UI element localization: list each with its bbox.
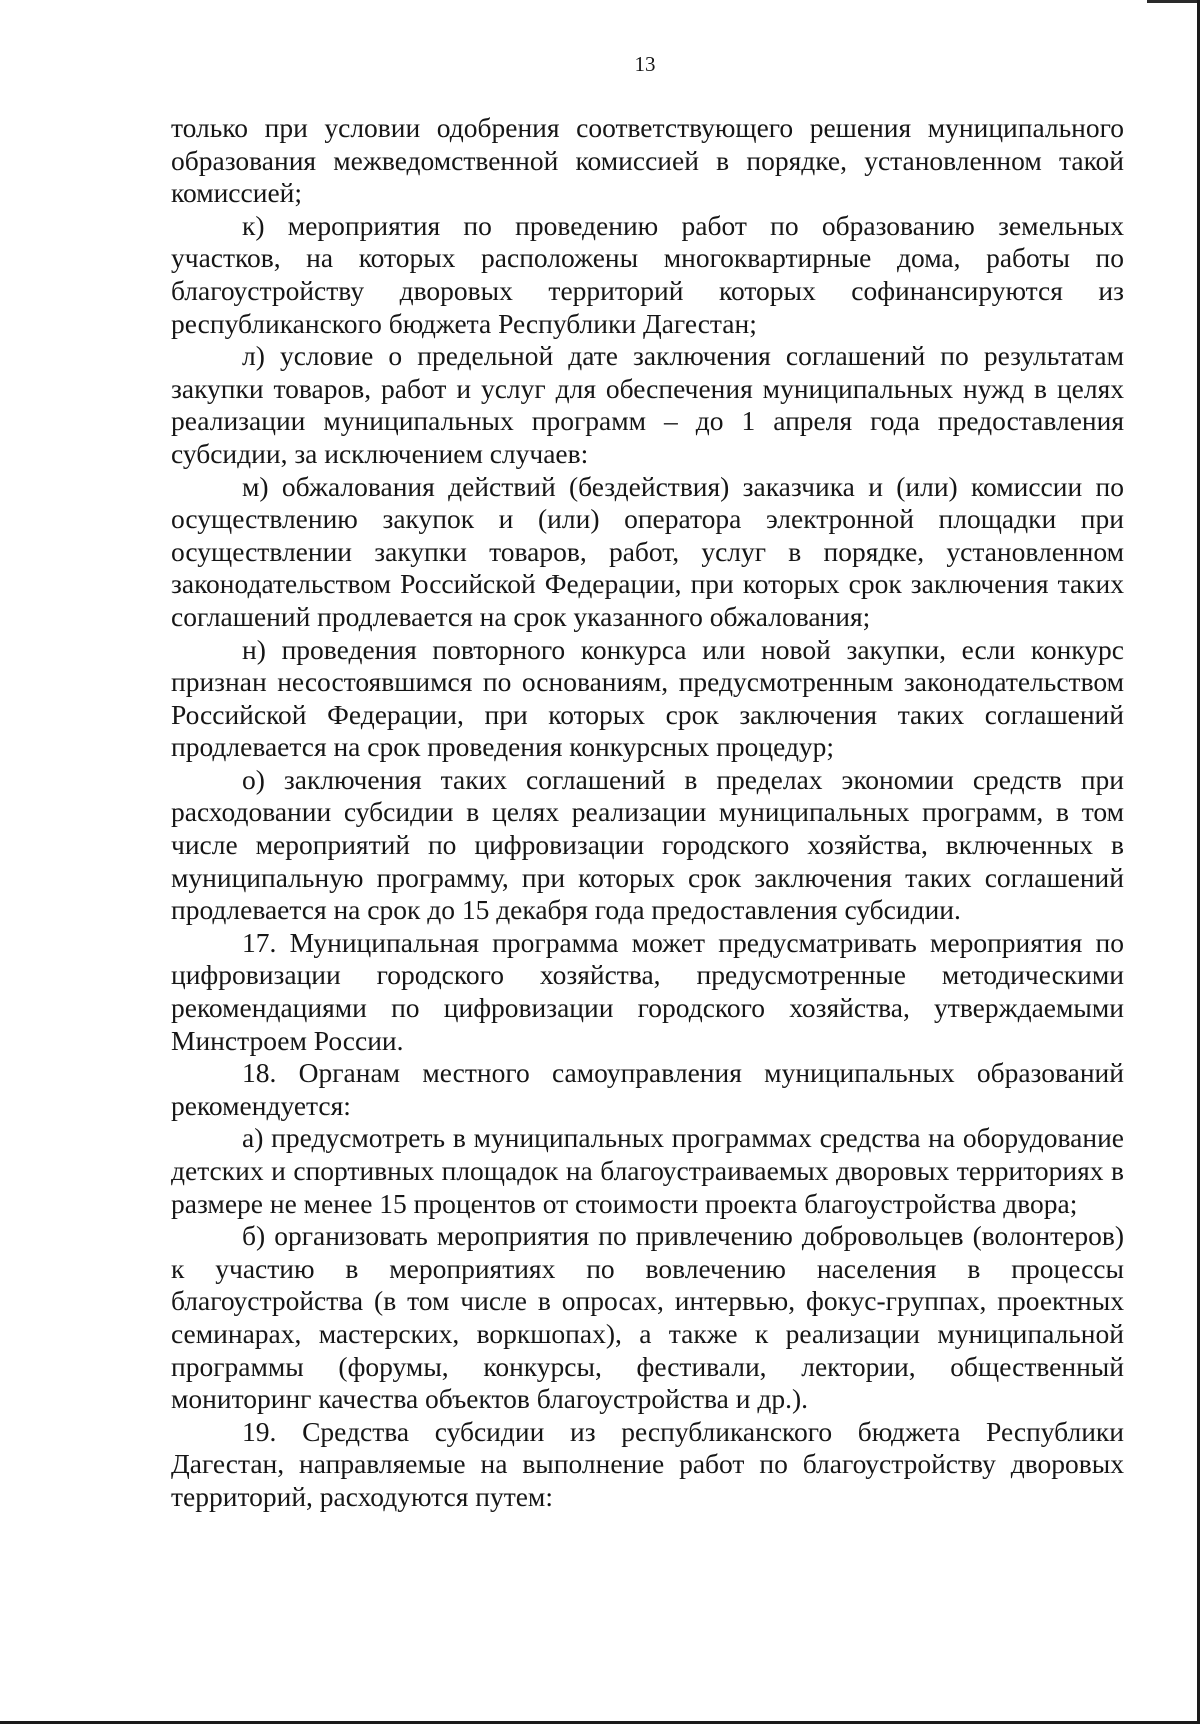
- paragraph-19: 19. Средства субсидии из республиканского бюджета Республики Дагестан, направляемые на выполнение работ по благоустройству дворовых территорий, расходуются путем:: [171, 1415, 1124, 1512]
- paragraph-item-m: м) обжалования действий (бездействия) заказчика и (или) комиссии по осуществлению закупок и (или) оператора электронной площадки при осуществлении закупки товаров, работ, услуг в порядке, установленном законодательством Российской Федерации, при которых срок заключения таких соглашений продлевается на срок указанного обжалования;: [171, 470, 1124, 632]
- paragraph-item-n: н) проведения повторного конкурса или новой закупки, если конкурс признан несостоявшимся по основаниям, предусмотренным законодательством Российской Федерации, при которых срок заключения таких соглашений продлевается на срок проведения конкурсных процедур;: [171, 633, 1124, 763]
- page-number: 13: [634, 52, 656, 76]
- paragraph-item-l: л) условие о предельной дате заключения соглашений по результатам закупки товаров, работ и услуг для обеспечения муниципальных нужд в целях реализации муниципальных программ – до 1 апреля года предоставления субсидии, за исключением случаев:: [171, 340, 1124, 469]
- paragraph-item-b: б) организовать мероприятия по привлечению добровольцев (волонтеров) к участию в мероприятиях по вовлечению населения в процессы благоустройства (в том числе в опросах, интервью, фокус-группах, проектных семинарах, мастерских, воркшопах), а также к реализации муниципальной программы (форумы, конкурсы, фестивали, лектории, общественный мониторинг качества объектов благоустройства и др.).: [171, 1220, 1124, 1415]
- paragraph-item-k: к) мероприятия по проведению работ по образованию земельных участков, на которых расположены многоквартирные дома, работы по благоустройству дворовых территорий которых софинансируются из республиканского бюджета Республики Дагестан;: [171, 209, 1124, 339]
- paragraph-17: 17. Муниципальная программа может предусматривать мероприятия по цифровизации городского хозяйства, предусмотренные методическими рекомендациями по цифровизации городского хозяйства, утверждаемыми Минстроем России.: [171, 926, 1124, 1056]
- paragraph-item-a: а) предусмотреть в муниципальных программах средства на оборудование детских и спортивных площадок на благоустраиваемых дворовых территориях в размере не менее 15 процентов от стоимости проекта благоустройства двора;: [171, 1122, 1124, 1219]
- scan-edge-mark: [1147, 0, 1197, 3]
- paragraph-continuation: только при условии одобрения соответствующего решения муниципального образования межведомственной комиссией в порядке, установленном такой комиссией;: [171, 112, 1124, 209]
- paragraph-18: 18. Органам местного самоуправления муниципальных образований рекомендуется:: [171, 1057, 1124, 1121]
- document-body: [171, 112, 1124, 1514]
- paragraph-item-o: о) заключения таких соглашений в пределах экономии средств при расходовании субсидии в целях реализации муниципальных программ, в том числе мероприятий по цифровизации городского хозяйства, включенных в муниципальную программу, при которых срок заключения таких соглашений продлевается на срок до 15 декабря года предоставления субсидии.: [171, 763, 1124, 926]
